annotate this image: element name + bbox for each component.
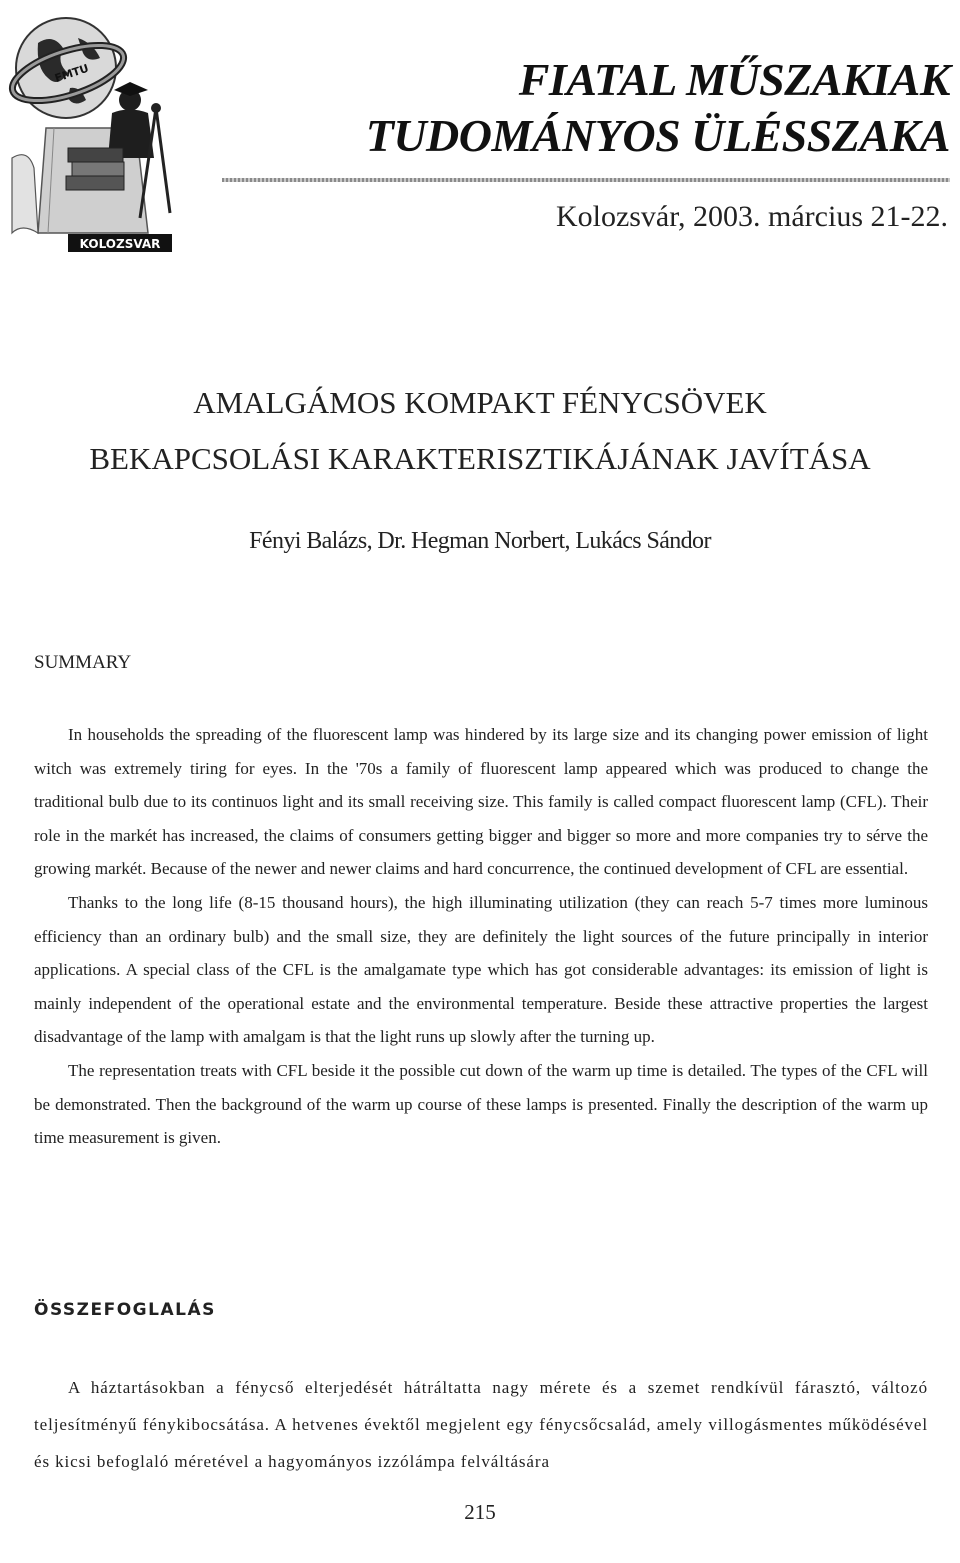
summary-heading: SUMMARY xyxy=(34,652,132,673)
paper-title-line1: AMALGÁMOS KOMPAKT FÉNYCSÖVEK xyxy=(193,385,767,420)
header-rule xyxy=(222,178,950,182)
osszefoglalas-body xyxy=(34,1369,928,1480)
conference-place-date: Kolozsvár, 2003. március 21-22. xyxy=(555,200,948,233)
summary-body xyxy=(34,718,928,1155)
osszefoglalas-paragraph: A háztartásokban a fénycső elterjedését hátráltatta nagy mérete és a szemet rendkívül fárasztó, változó teljesítményű fénykibocsátása. A hetvenes évektől megjelent egy fénycsőcsalád, amely villogásmentes működésével és kicsi befoglaló méretével a hagyományos izzólámpa felváltására xyxy=(34,1378,928,1471)
conference-logo xyxy=(8,8,173,253)
paper-title-line2: BEKAPCSOLÁSI KARAKTERISZTIKÁJÁNAK JAVÍTÁSA xyxy=(89,441,871,476)
conference-title-line2: TUDOMÁNYOS ÜLÉSSZAKA xyxy=(365,110,950,161)
paper-authors: Fényi Balázs, Dr. Hegman Norbert, Lukács Sándor xyxy=(249,528,711,554)
conference-title-line1: FIATAL MŰSZAKIAK xyxy=(518,54,950,105)
page-number: 215 xyxy=(464,1500,496,1524)
conference-title xyxy=(366,52,950,164)
summary-paragraph: Thanks to the long life (8-15 thousand hours), the high illuminating utilization (they can reach 5-7 times more luminous efficiency than an ordinary bulb) and the small size, they are definitely the light sources of the future principally in interior applications. A special class of the CFL is the amalgamate type which has got considerable advantages: its emission of light is mainly independent of the operational estate and the environmental temperature. Beside these attractive properties the largest disadvantage of the lamp with amalgam is that the light runs up slowly after the turning up. xyxy=(34,892,928,1047)
paper-title xyxy=(0,375,960,487)
osszefoglalas-heading: ÖSSZEFOGLALÁS xyxy=(34,1300,216,1320)
summary-paragraph: In households the spreading of the fluorescent lamp was hindered by its large size and its changing power emission of light witch was extremely tiring for eyes. In the '70s a family of fluorescent lamp appeared which was produced to change the traditional bulb due to its continuos light and its small receiving size. This family is called compact fluorescent lamp (CFL). Their role in the markét has increased, the claims of consumers getting bigger and bigger so more and more companies try to sérve the growing markét. Because of the newer and newer claims and hard concurrence, the continued development of CFL are essential. xyxy=(34,725,928,879)
logo-banner-text: KOLOZSVAR xyxy=(79,237,161,251)
conference-logo-emblem xyxy=(8,8,173,253)
summary-paragraph: The representation treats with CFL beside it the possible cut down of the warm up time is detailed. The types of the CFL will be demonstrated. Then the background of the warm up course of these lamps is presented. Finally the description of the warm up time measurement is given. xyxy=(34,1060,928,1148)
logo-ring-text: FMTU xyxy=(53,61,91,85)
